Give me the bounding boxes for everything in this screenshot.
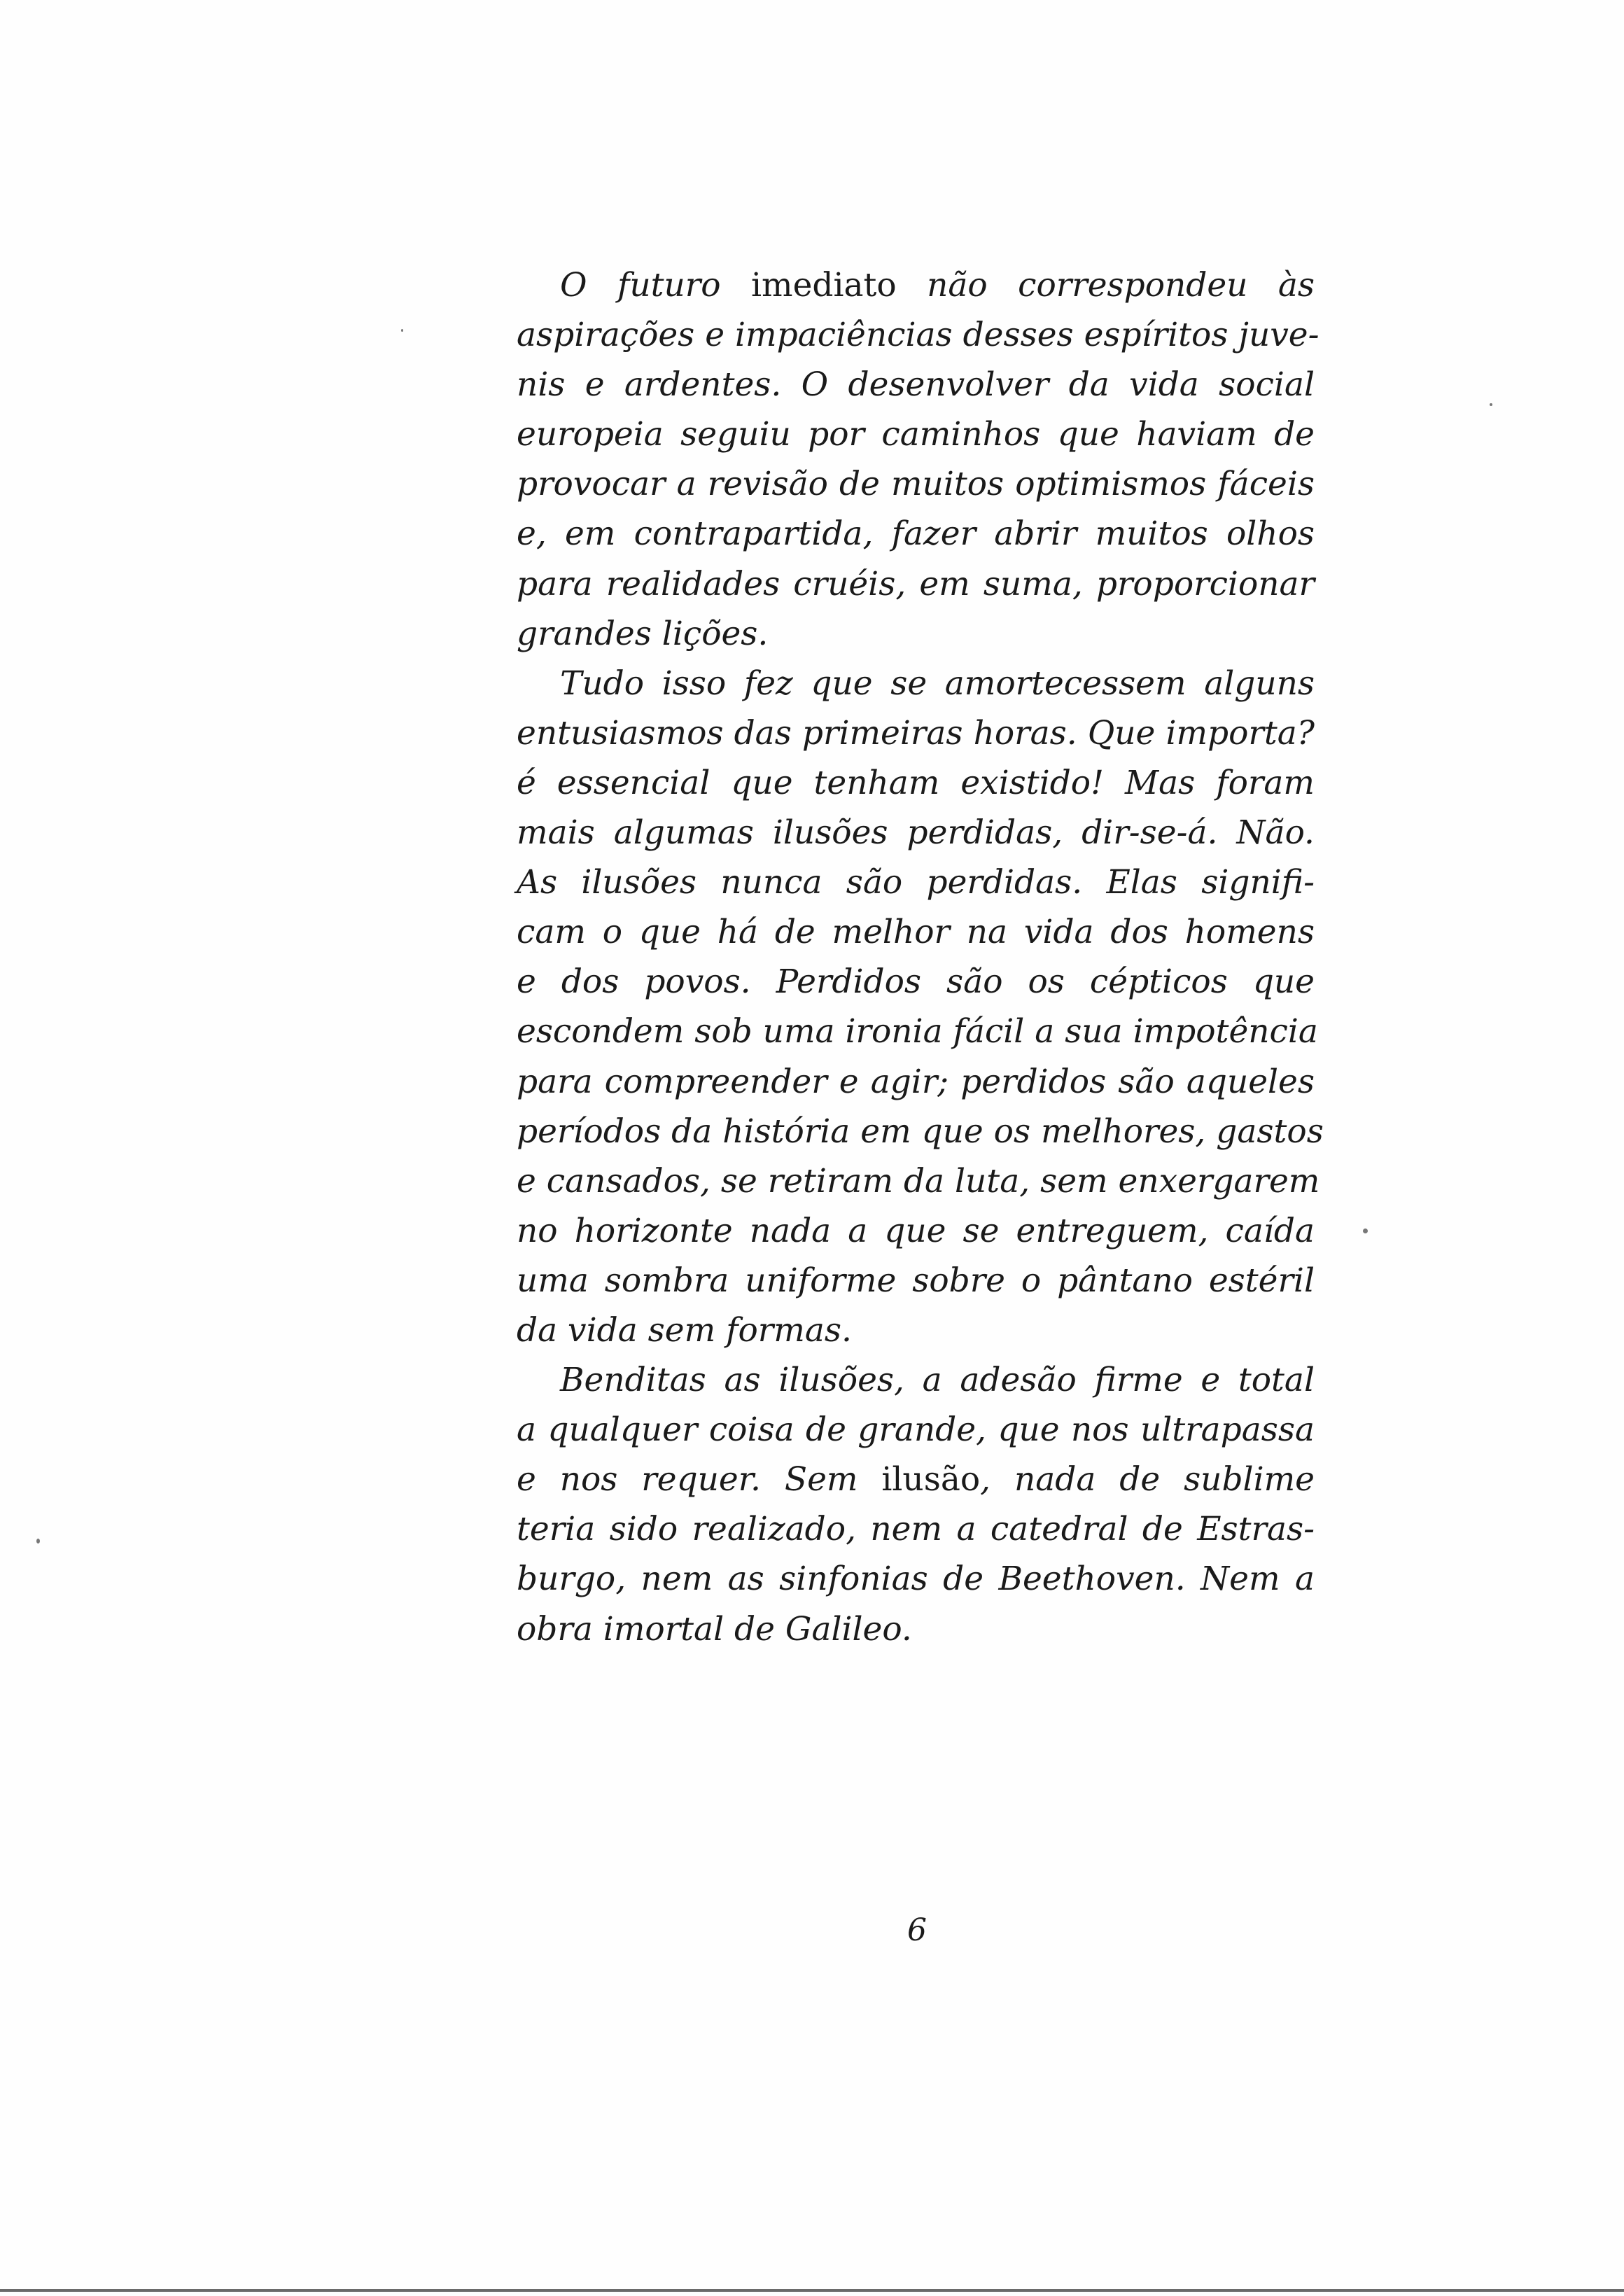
body-text [517, 260, 1324, 1654]
scan-edge-line [0, 2289, 1624, 2292]
text-line: As ilusões nunca são perdidas. Elas signifi- [517, 863, 1315, 902]
text-line: períodos da história em que os melhores, gastos [517, 1112, 1324, 1151]
text-line: é essencial que tenham existido! Mas foram [517, 763, 1315, 802]
text-line: Tudo isso fez que se amortecessem alguns [560, 664, 1315, 703]
paragraph-2 [517, 659, 1324, 1355]
text-line: Benditas as ilusões, a adesão firme e total [560, 1361, 1315, 1400]
text-line: nis e ardentes. O desenvolver da vida social [517, 365, 1315, 405]
text-line: burgo, nem as sinfonias de Beethoven. Nem a [517, 1560, 1315, 1599]
text-line: aspirações e impaciências desses espíritos juve- [517, 316, 1320, 355]
text-line: e dos povos. Perdidos são os cépticos que [517, 962, 1315, 1002]
text-line: da vida sem formas. [517, 1310, 852, 1350]
text-line: e nos requer. Sem ilusão, nada de sublime [517, 1460, 1315, 1499]
text-line: teria sido realizado, nem a catedral de Estras- [517, 1510, 1315, 1549]
page-number: 6 [907, 1912, 927, 1948]
paragraph-3 [517, 1355, 1315, 1654]
text-line: cam o que há de melhor na vida dos homens [517, 913, 1315, 952]
text-line: europeia seguiu por caminhos que haviam de [517, 415, 1315, 454]
text-line: e cansados, se retiram da luta, sem enxergarem [517, 1161, 1320, 1200]
text-line: mais algumas ilusões perdidas, dir-se-á. Não. [517, 813, 1315, 853]
scan-speck [36, 1539, 40, 1544]
text-line: O futuro imediato não correspondeu às [560, 266, 1315, 304]
text-line: grandes lições. [517, 614, 769, 653]
text-line: obra imortal de Galileo. [517, 1609, 912, 1648]
paragraph-1 [517, 260, 1320, 659]
text-line: para compreender e agir; perdidos são aqueles [517, 1062, 1315, 1101]
scan-speck [1490, 403, 1492, 406]
text-line: escondem sob uma ironia fácil a sua impotência [517, 1012, 1318, 1051]
scan-speck [401, 329, 403, 332]
text-line: no horizonte nada a que se entreguem, caída [517, 1211, 1315, 1250]
text-line: e, em contrapartida, fazer abrir muitos olhos [517, 514, 1315, 554]
text-line: entusiasmos das primeiras horas. Que importa? [517, 713, 1315, 752]
text-line: provocar a revisão de muitos optimismos fáceis [517, 465, 1315, 504]
text-line: uma sombra uniforme sobre o pântano estéril [517, 1261, 1315, 1300]
scan-speck [1363, 1228, 1368, 1233]
text-line: a qualquer coisa de grande, que nos ultrapassa [517, 1410, 1315, 1450]
text-line: para realidades cruéis, em suma, proporcionar [517, 564, 1315, 603]
